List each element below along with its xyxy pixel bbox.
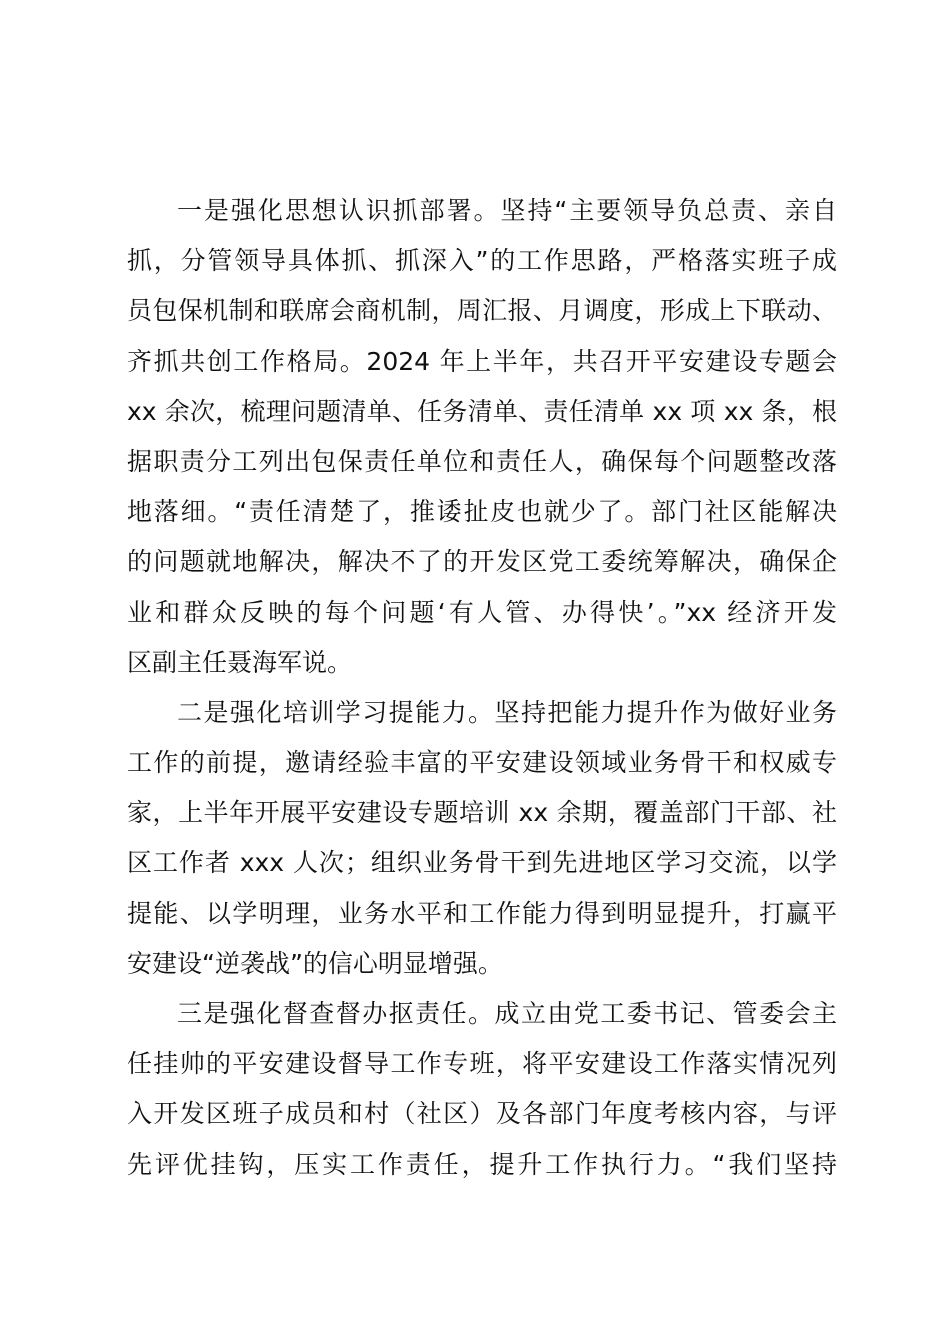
paragraph-line: 二是强化培训学习提能力。坚持把能力提升作为做好业务: [177, 697, 837, 727]
paragraph-line: 工作的前提，邀请经验丰富的平安建设领域业务骨干和权威专: [127, 748, 837, 778]
paragraph-line: 一是强化思想认识抓部署。坚持“主要领导负总责、亲自: [177, 196, 837, 225]
paragraph-1: [127, 186, 837, 688]
paragraph-line: 的问题就地解决，解决不了的开发区党工委统筹解决，确保企: [127, 547, 837, 577]
paragraph-line: 员包保机制和联席会商机制，周汇报、月调度，形成上下联动、: [127, 296, 837, 326]
paragraph-line: 提能、以学明理，业务水平和工作能力得到明显提升，打赢平: [127, 898, 837, 928]
paragraph-line: 业和群众反映的每个问题‘有人管、办得快’。”xx 经济开发: [127, 597, 837, 627]
paragraph-line: 抓，分管领导具体抓、抓深入”的工作思路，严格落实班子成: [127, 246, 837, 276]
paragraph-line: 三是强化督查督办抠责任。成立由党工委书记、管委会主: [177, 999, 837, 1028]
paragraph-line: 入开发区班子成员和村（社区）及各部门年度考核内容，与评: [127, 1099, 837, 1129]
paragraph-line: 区副主任聂海军说。: [127, 647, 353, 677]
paragraph-line: xx 余次，梳理问题清单、任务清单、责任清单 xx 项 xx 条，根: [127, 396, 837, 426]
paragraph-line: 安建设“逆袭战”的信心明显增强。: [127, 948, 503, 978]
paragraph-line: 先评优挂钩，压实工作责任，提升工作执行力。“我们坚持: [127, 1149, 837, 1179]
paragraph-line: 家，上半年开展平安建设专题培训 xx 余期，覆盖部门干部、社: [127, 798, 837, 828]
paragraph-line: 齐抓共创工作格局。2024 年上半年，共召开平安建设专题会: [127, 346, 837, 376]
document-body: [127, 186, 837, 1190]
paragraph-line: 地落细。“责任清楚了，推诿扯皮也就少了。部门社区能解决: [127, 497, 837, 527]
paragraph-line: 据职责分工列出包保责任单位和责任人，确保每个问题整改落: [127, 446, 837, 476]
paragraph-3: [127, 989, 837, 1190]
paragraph-2: [127, 688, 837, 989]
paragraph-line: 区工作者 xxx 人次；组织业务骨干到先进地区学习交流，以学: [127, 848, 837, 878]
paragraph-line: 任挂帅的平安建设督导工作专班，将平安建设工作落实情况列: [127, 1049, 837, 1079]
